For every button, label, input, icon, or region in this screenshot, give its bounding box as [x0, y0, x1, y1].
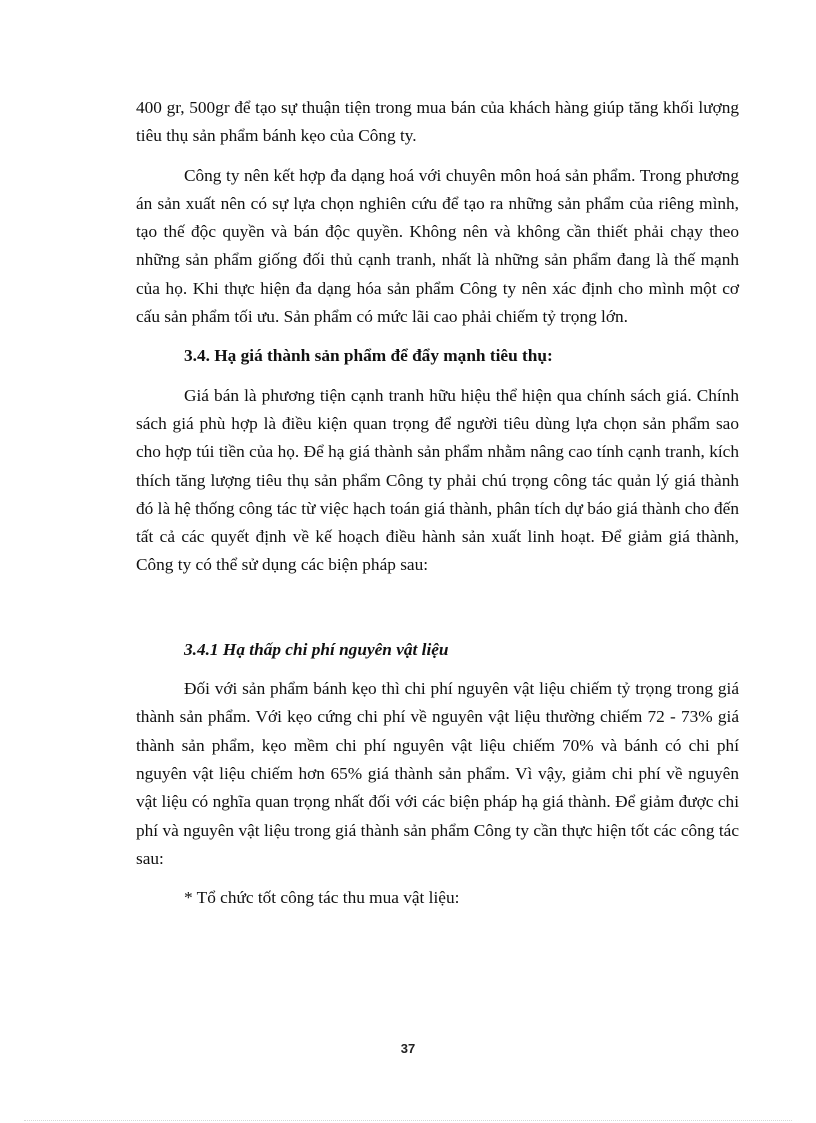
- page-bottom-divider: [24, 1120, 792, 1121]
- paragraph-pricing-policy: Giá bán là phương tiện cạnh tranh hữu hiệu thể hiện qua chính sách giá. Chính sách giá phù hợp là điều kiện quan trọng để người tiêu dùng lựa chọn sản phẩm sao cho hợp túi tiền của họ. Để hạ giá thành sản phẩm nhằm nâng cao tính cạnh tranh, kích thích tăng lượng tiêu thụ sản phẩm Công ty phải chú trọng công tác quản lý giá thành đó là hệ thống công tác từ việc hạch toán giá thành, phân tích dự báo giá thành cho đến tất cả các quyết định về kế hoạch điều hành sản xuất linh hoạt. Để giảm giá thành, Công ty có thể sử dụng các biện pháp sau:: [136, 385, 739, 575]
- bullet-purchasing: * Tổ chức tốt công tác thu mua vật liệu:: [184, 888, 460, 908]
- page-number: 37: [400, 1041, 416, 1056]
- paragraph-diversification: Công ty nên kết hợp đa dạng hoá với chuyên môn hoá sản phẩm. Trong phương án sản xuất nên có sự lựa chọn nghiên cứu để tạo ra những sản phẩm của riêng mình, tạo thế độc quyền và bán độc quyền. Không nên và không cần thiết phải chạy theo những sản phẩm giống đối thủ cạnh tranh, nhất là những sản phẩm đang là thế mạnh của họ. Khi thực hiện đa dạng hóa sản phẩm Công ty nên xác định cho mình một cơ cấu sản phẩm tối ưu. Sản phẩm có mức lãi cao phải chiếm tỷ trọng lớn.: [136, 165, 739, 327]
- subsection-heading-3-4-1: 3.4.1 Hạ thấp chi phí nguyên vật liệu: [184, 639, 449, 659]
- paragraph-continuation: 400 gr, 500gr để tạo sự thuận tiện trong mua bán của khách hàng giúp tăng khối lượng tiêu thụ sản phẩm bánh kẹo của Công ty.: [136, 98, 739, 146]
- section-heading-3-4: 3.4. Hạ giá thành sản phẩm để đẩy mạnh tiêu thụ:: [184, 346, 553, 366]
- page-body: [136, 94, 739, 912]
- paragraph-material-costs: Đối với sản phẩm bánh kẹo thì chi phí nguyên vật liệu chiếm tỷ trọng trong giá thành sản phẩm. Với kẹo cứng chi phí về nguyên vật liệu thường chiếm 72 - 73% giá thành sản phẩm, kẹo mềm chi phí nguyên vật liệu chiếm 70% và bánh có chi phí nguyên vật liệu chiếm hơn 65% giá thành sản phẩm. Vì vậy, giảm chi phí về nguyên vật liệu có nghĩa quan trọng nhất đối với các biện pháp hạ giá thành. Để giảm được chi phí và nguyên vật liệu trong giá thành sản phẩm Công ty cần thực hiện tốt các công tác sau:: [136, 679, 739, 868]
